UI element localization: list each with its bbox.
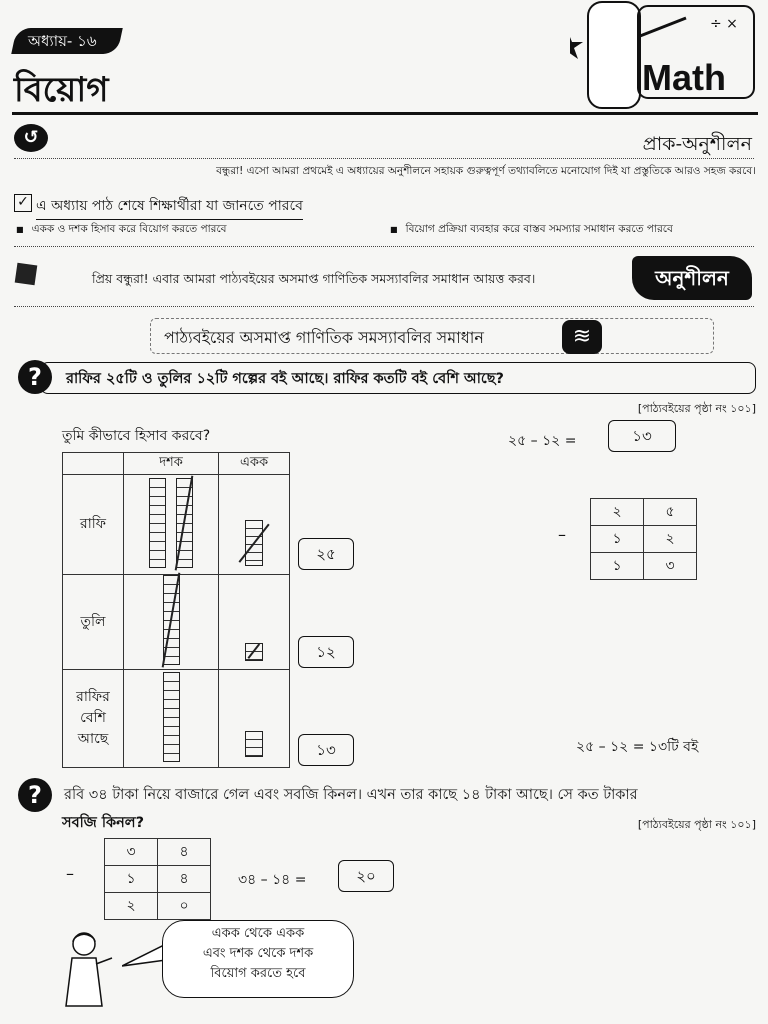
question-icon: ?	[18, 360, 52, 394]
bubble-line: একক থেকে একক	[211, 926, 305, 941]
subtraction-grid	[590, 498, 697, 580]
grid-cell: ৪	[158, 839, 211, 866]
place-value-table	[62, 452, 290, 768]
grid-cell: ০	[158, 893, 211, 920]
svg-text:÷ ×: ÷ ×	[710, 16, 738, 32]
grid-cell: ৪	[158, 866, 211, 893]
divider	[14, 158, 754, 159]
square-icon	[15, 263, 38, 286]
ones-units	[219, 670, 290, 768]
question-prompt: তুমি কীভাবে হিসাব করবে?	[62, 428, 211, 444]
learning-bullet: ■ বিয়োগ প্রক্রিয়া ব্যবহার করে বাস্তব সমস্যার সমাধান করতে পারবে	[390, 222, 673, 239]
pre-practice-icon: ↺	[14, 124, 48, 152]
subtraction-grid	[104, 838, 211, 920]
book-stack-icon: ≋	[562, 320, 602, 354]
grid-cell: ৩	[105, 839, 158, 866]
grid-cell: ১	[591, 526, 644, 553]
star-icon	[570, 32, 583, 59]
tens-header: দশক	[124, 453, 219, 475]
row-label: রাফি	[63, 475, 124, 575]
row-label: রাফির বেশি আছে	[63, 670, 124, 768]
question-1-text: রাফির ২৫টি ও তুলির ১২টি গল্পের বই আছে। রাফির কতটি বই বেশি আছে?	[66, 371, 504, 387]
girl-illustration	[58, 928, 124, 1010]
grid-cell: ১	[591, 553, 644, 580]
textbook-reference: [পাঠ্যবইয়ের পৃষ্ঠা নং ১০১]	[637, 402, 756, 415]
minus-sign: –	[66, 864, 74, 883]
learning-title: এ অধ্যায় পাঠ শেষে শিক্ষার্থীরা যা জানতে পারবে	[36, 194, 303, 220]
pre-practice-title: প্রাক-অনুশীলন	[642, 133, 752, 155]
question-2-text: সবজি কিনল?	[62, 815, 144, 831]
page-title: বিয়োগ	[14, 70, 109, 110]
question-icon: ?	[18, 778, 52, 812]
learning-bullet: ■ একক ও দশক হিসাব করে বিয়োগ করতে পারবে	[16, 222, 227, 239]
divider	[14, 246, 754, 247]
ones-units	[219, 575, 290, 670]
grid-cell: ৩	[644, 553, 697, 580]
row-label: তুলি	[63, 575, 124, 670]
logo-text: Math	[642, 57, 726, 98]
grid-cell: ২	[644, 526, 697, 553]
value-box: ১৩	[298, 734, 354, 766]
practice-text: প্রিয় বন্ধুরা! এবার আমরা পাঠ্যবইয়ের অসমাপ্ত গাণিতিক সমস্যাবলির সমাধান আয়ত্ত করব।	[92, 271, 536, 286]
ones-units	[219, 475, 290, 575]
grid-cell: ৫	[644, 499, 697, 526]
minus-sign: –	[558, 525, 566, 544]
divider	[14, 306, 754, 307]
chapter-tab: অধ্যায়- ১৬	[11, 28, 123, 54]
bubble-line: বিয়োগ করতে হবে	[210, 966, 306, 982]
grid-cell: ২	[591, 499, 644, 526]
value-box: ২৫	[298, 538, 354, 570]
bubble-line: এবং দশক থেকে দশক	[202, 946, 314, 962]
answer-box: ১৩	[608, 420, 676, 452]
ones-header: একক	[219, 453, 290, 475]
equation: ৩৪ – ১৪ =	[238, 872, 307, 888]
practice-badge: অনুশীলন	[632, 256, 752, 300]
result-text: ২৫ – ১২ = ১৩টি বই	[576, 739, 699, 755]
equation: ২৫ – ১২ =	[508, 433, 577, 449]
answer-box: ২০	[338, 860, 394, 892]
value-box: ১২	[298, 636, 354, 668]
speech-bubble	[162, 920, 354, 998]
grid-cell: ১	[105, 866, 158, 893]
question-2-text: রবি ৩৪ টাকা নিয়ে বাজারে গেল এবং সবজি কিনল। এখন তার কাছে ১৪ টাকা আছে। সে কত টাকার	[64, 787, 638, 803]
intro-text: বন্ধুরা! এসো আমরা প্রথমেই এ অধ্যায়ের অনুশীলনে সহায়ক গুরুত্বপূর্ণ তথ্যাবলিতে মনোযোগ দিই যা প্রস্তুতিকে আরও সহজ করবে।	[216, 165, 756, 177]
tens-bundles	[124, 575, 219, 670]
tens-bundles	[124, 475, 219, 575]
check-icon: ✓	[14, 194, 32, 212]
header-rule	[12, 112, 758, 115]
grid-cell: ২	[105, 893, 158, 920]
bubble-tail	[122, 940, 166, 970]
section-title: পাঠ্যবইয়ের অসমাপ্ত গাণিতিক সমস্যাবলির সমাধান	[164, 328, 484, 347]
math-logo	[570, 0, 758, 112]
textbook-reference: [পাঠ্যবইয়ের পৃষ্ঠা নং ১০১]	[637, 818, 756, 831]
tens-bundles	[124, 670, 219, 768]
